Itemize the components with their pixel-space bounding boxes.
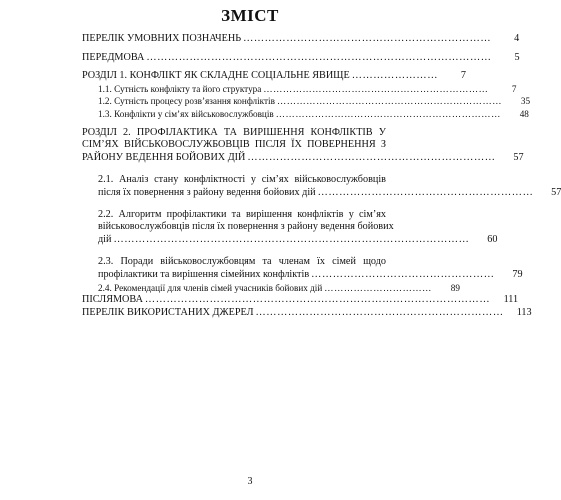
toc-entry-text-line: 2.3. Поради військовослужбовцям та членам їх сімей щодо: [98, 255, 386, 267]
toc-entry-section-2-3: [82, 255, 523, 282]
toc-entry-text-line: дій: [98, 234, 112, 246]
toc-entry-section-2-4: [82, 282, 460, 295]
toc-entry-text-line: профілактики та вирішення сімейних конфліктів: [98, 268, 310, 280]
toc-leader-dots: ……………………: [351, 70, 438, 82]
toc-entry-text-line: військовослужбовців після їх повернення з району ведення бойових: [98, 221, 394, 233]
toc-page-number: 79: [512, 268, 523, 280]
toc-entry-chapter-2: [82, 126, 524, 165]
toc-entry-text-line: РОЗДІЛ 2. ПРОФІЛАКТИКА ТА ВИРІШЕННЯ КОНФЛІКТІВ У: [82, 126, 386, 138]
toc-leader-dots: ……………………………………………………………: [276, 96, 503, 107]
toc-entry-text: 2.4. Рекомендації для членів сімей учасників бойових дій: [98, 282, 323, 293]
table-of-contents: [82, 33, 561, 319]
toc-entry-text-line: РАЙОНУ ВЕДЕННЯ БОЙОВИХ ДІЙ: [82, 152, 246, 164]
toc-entry-chapter-1: [82, 70, 466, 83]
toc-entry-text: ПЕРЕЛІК ВИКОРИСТАНИХ ДЖЕРЕЛ: [82, 306, 254, 318]
toc-page-number: 57: [513, 152, 524, 164]
toc-entry-section-1-2: [82, 95, 531, 108]
toc-page-number: 7: [460, 70, 466, 82]
toc-page-number: 7: [511, 83, 517, 94]
toc-page-number: 89: [450, 282, 460, 293]
toc-leader-dots: ……………………………………………………………………………………: [146, 51, 492, 63]
toc-leader-dots: ……………………………………………………………: [263, 83, 489, 94]
toc-entry-section-1-1: [82, 83, 517, 96]
toc-leader-dots: ……………………………………………………………: [255, 306, 504, 318]
toc-entry-abbreviations: [82, 33, 520, 46]
toc-entry-section-1-3: [82, 108, 529, 121]
toc-entry-text: ПЕРЕДМОВА: [82, 51, 145, 63]
toc-entry-text-line: 2.2. Алгоритм профілактики та вирішення конфліктів у сім’ях: [98, 208, 386, 220]
toc-entry-afterword: [82, 294, 519, 307]
toc-entry-text: РОЗДІЛ 1. КОНФЛІКТ ЯК СКЛАДНЕ СОЦІАЛЬНЕ ЯВИЩЕ: [82, 70, 350, 82]
toc-entry-text: ПІСЛЯМОВА: [82, 294, 143, 306]
toc-page-number: 4: [514, 33, 520, 44]
toc-entry-section-2-1: [82, 173, 561, 200]
toc-leader-dots: ……………………………: [324, 282, 432, 293]
toc-page-number: 5: [514, 51, 520, 63]
toc-page-number: 35: [520, 96, 531, 107]
toc-entry-references: [82, 306, 532, 320]
toc-page-number: 57: [551, 186, 561, 198]
toc-entry-text-line: СІМ’ЯХ ВІЙСЬКОВОСЛУЖБОВЦІВ ПІСЛЯ ЇХ ПОВЕРНЕННЯ З: [82, 139, 386, 151]
toc-entry-text: 1.1. Сутність конфлікту та його структура: [98, 83, 262, 94]
toc-leader-dots: ……………………………………………………………: [243, 33, 492, 44]
toc-leader-dots: ……………………………………………………………: [247, 152, 496, 164]
toc-entry-preface: [82, 51, 520, 65]
toc-page-number: 113: [516, 306, 532, 318]
page-title: ЗМІСТ: [221, 6, 279, 25]
toc-page-number: 48: [519, 108, 529, 119]
toc-entry-text-line: після їх повернення з району ведення бойових дій: [98, 186, 316, 198]
toc-entry-text: 1.3. Конфлікти у сім’ях військовослужбовців: [98, 108, 274, 119]
toc-leader-dots: ……………………………………………: [311, 268, 495, 280]
toc-leader-dots: ……………………………………………………………: [275, 108, 501, 119]
toc-page-number: 60: [487, 234, 498, 246]
toc-page-number: 111: [503, 294, 519, 306]
toc-entry-text: 1.2. Сутність процесу розв’язання конфліктів: [98, 96, 275, 107]
page-number: 3: [247, 476, 253, 487]
toc-leader-dots: ……………………………………………………………………………………: [144, 294, 491, 306]
toc-leader-dots: ……………………………………………………: [317, 186, 534, 198]
toc-entry-section-2-2: [82, 208, 498, 247]
toc-entry-text: ПЕРЕЛІК УМОВНИХ ПОЗНАЧЕНЬ: [82, 33, 242, 44]
toc-entry-text-line: 2.1. Аналіз стану конфліктності у сім’ях військовослужбовців: [98, 173, 386, 185]
toc-leader-dots: ………………………………………………………………………………………: [113, 234, 470, 246]
